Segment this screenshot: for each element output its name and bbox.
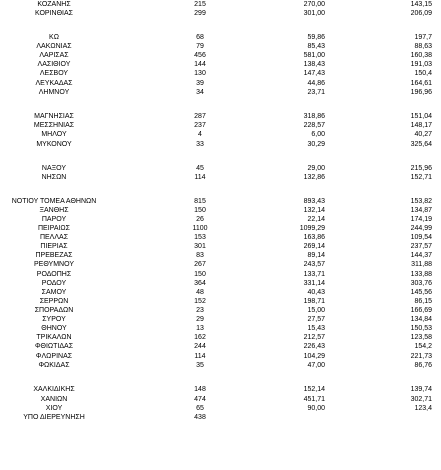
district-name-cell: ΡΟΔΟΠΗΣ (36, 271, 72, 278)
rate-cell: 198,71 (303, 298, 325, 305)
table-row (0, 224, 441, 233)
incidence-cell: 160,38 (410, 52, 432, 59)
cases-cell: 1100 (192, 225, 208, 232)
table-row (0, 352, 441, 361)
rate-cell: 29,00 (307, 165, 325, 172)
cases-cell: 114 (194, 174, 206, 181)
table-row (0, 385, 441, 394)
rate-cell: 40,43 (307, 289, 325, 296)
district-name-cell: ΞΑΝΘΗΣ (39, 207, 69, 214)
table-row (0, 164, 441, 173)
district-name-cell: ΠΕΙΡΑΙΩΣ (38, 225, 70, 232)
rate-cell: 59,86 (307, 34, 325, 41)
incidence-cell: 325,64 (410, 141, 432, 148)
table-row (0, 288, 441, 297)
incidence-cell: 145,56 (410, 289, 432, 296)
cases-cell: 364 (194, 280, 206, 287)
cases-cell: 29 (196, 316, 204, 323)
table-row (0, 79, 441, 88)
table-row (0, 33, 441, 42)
rate-cell: 243,57 (303, 261, 325, 268)
table-row (0, 9, 441, 18)
table-row (0, 233, 441, 242)
cases-cell: 144 (194, 61, 206, 68)
table-row (0, 42, 441, 51)
incidence-cell: 154,2 (414, 343, 432, 350)
table-row (0, 206, 441, 215)
cases-cell: 79 (196, 43, 204, 50)
district-name-cell: ΧΑΛΚΙΔΙΚΗΣ (33, 386, 75, 393)
table-row (0, 413, 441, 422)
table-row (0, 315, 441, 324)
cases-cell: 438 (194, 414, 206, 421)
rate-cell: 6,00 (311, 131, 325, 138)
incidence-cell: 86,76 (414, 362, 432, 369)
incidence-cell: 215,96 (410, 165, 432, 172)
rate-cell: 90,00 (307, 405, 325, 412)
district-name-cell: ΣΥΡΟΥ (42, 316, 66, 323)
table-row (0, 333, 441, 342)
district-name-cell: ΡΟΔΟΥ (41, 280, 67, 287)
table-row (0, 251, 441, 260)
rate-cell: 147,43 (303, 70, 325, 77)
rate-cell: 47,00 (307, 362, 325, 369)
incidence-cell: 206,09 (410, 10, 432, 17)
cases-cell: 237 (194, 122, 206, 129)
table-row (0, 69, 441, 78)
table-row (0, 297, 441, 306)
cases-cell: 152 (194, 298, 206, 305)
table-row (0, 395, 441, 404)
district-name-cell: ΤΡΙΚΑΛΩΝ (36, 334, 72, 341)
incidence-cell: 134,87 (410, 207, 432, 214)
rate-cell: 104,29 (303, 353, 325, 360)
cases-cell: 48 (196, 289, 204, 296)
rate-cell: 301,00 (303, 10, 325, 17)
rate-cell: 228,57 (303, 122, 325, 129)
rate-cell: 89,14 (307, 252, 325, 259)
incidence-cell: 303,76 (410, 280, 432, 287)
table-row (0, 173, 441, 182)
cases-cell: 153 (194, 234, 206, 241)
cases-cell: 65 (196, 405, 204, 412)
cases-cell: 34 (196, 89, 204, 96)
rate-cell: 1099,29 (299, 225, 325, 232)
cases-cell: 45 (196, 165, 204, 172)
incidence-cell: 153,82 (410, 198, 432, 205)
table-row (0, 121, 441, 130)
district-name-cell: ΠΕΛΛΑΣ (39, 234, 69, 241)
district-name-cell: ΛΗΜΝΟΥ (38, 89, 70, 96)
district-name-cell: ΛΑΚΩΝΙΑΣ (36, 43, 72, 50)
rate-cell: 138,43 (303, 61, 325, 68)
cases-cell: 26 (196, 216, 204, 223)
cases-cell: 150 (194, 271, 206, 278)
incidence-cell: 244,99 (410, 225, 432, 232)
incidence-cell: 123,4 (414, 405, 432, 412)
district-name-cell: ΠΡΕΒΕΖΑΣ (35, 252, 73, 259)
rate-cell: 581,00 (303, 52, 325, 59)
incidence-cell: 237,57 (410, 243, 432, 250)
cases-cell: 130 (194, 70, 206, 77)
district-name-cell: ΝΑΞΟΥ (41, 165, 67, 172)
rate-cell: 163,86 (303, 234, 325, 241)
cases-cell: 456 (194, 52, 206, 59)
rate-cell: 331,14 (303, 280, 325, 287)
district-name-cell: ΧΑΝΙΩΝ (40, 396, 68, 403)
incidence-cell (382, 413, 432, 422)
table-row (0, 60, 441, 69)
incidence-cell: 150,53 (410, 325, 432, 332)
district-name-cell: ΚΟΡΙΝΘΙΑΣ (35, 10, 73, 17)
district-name-cell: ΛΑΣΙΘΙΟΥ (37, 61, 71, 68)
cases-cell: 267 (194, 261, 206, 268)
district-name-cell: ΜΑΓΝΗΣΙΑΣ (34, 113, 74, 120)
table-row (0, 130, 441, 139)
cases-cell: 215 (194, 1, 206, 8)
rate-cell: 152,14 (303, 386, 325, 393)
table-row (0, 361, 441, 370)
table-row (0, 306, 441, 315)
incidence-cell: 196,96 (410, 89, 432, 96)
incidence-cell: 143,15 (410, 1, 432, 8)
table-row (0, 215, 441, 224)
rate-cell: 451,71 (303, 396, 325, 403)
rate-cell: 22,14 (307, 216, 325, 223)
incidence-cell: 191,03 (410, 61, 432, 68)
cases-cell: 244 (194, 343, 206, 350)
district-name-cell: ΧΙΟΥ (45, 405, 63, 412)
rate-cell: 15,00 (307, 307, 325, 314)
cases-cell: 150 (194, 207, 206, 214)
district-name-cell: ΛΕΣΒΟΥ (39, 70, 69, 77)
incidence-cell: 151,04 (410, 113, 432, 120)
cases-cell: 39 (196, 80, 204, 87)
table-row (0, 112, 441, 121)
cases-cell: 299 (194, 10, 206, 17)
district-name-cell: ΛΑΡΙΣΑΣ (39, 52, 69, 59)
rate-cell: 318,86 (303, 113, 325, 120)
district-name-cell: ΡΕΘΥΜΝΟΥ (33, 261, 74, 268)
incidence-cell: 88,63 (414, 43, 432, 50)
rate-cell (275, 413, 325, 422)
cases-cell: 162 (194, 334, 206, 341)
table-row (0, 342, 441, 351)
table-row (0, 242, 441, 251)
cases-cell: 287 (194, 113, 206, 120)
incidence-cell: 109,54 (410, 234, 432, 241)
district-name-cell: ΝΟΤΙΟΥ ΤΟΜΕΑ ΑΘΗΝΩΝ (11, 198, 97, 205)
district-name-cell: ΦΩΚΙΔΑΣ (38, 362, 70, 369)
rate-cell: 270,00 (303, 1, 325, 8)
incidence-cell: 311,88 (411, 261, 432, 268)
rate-cell: 893,43 (303, 198, 325, 205)
rate-cell: 269,14 (303, 243, 325, 250)
cases-cell: 301 (194, 243, 206, 250)
table-row (0, 260, 441, 269)
district-name-cell: ΦΛΩΡΙΝΑΣ (35, 353, 73, 360)
table-row (0, 270, 441, 279)
incidence-cell: 133,88 (410, 271, 432, 278)
district-name-cell: ΜΕΣΣΗΝΙΑΣ (33, 122, 75, 129)
district-name-cell: ΣΠΟΡΑΔΩΝ (34, 307, 74, 314)
cases-cell: 148 (194, 386, 206, 393)
table-row (0, 324, 441, 333)
cases-cell: 68 (196, 34, 204, 41)
incidence-cell: 197,7 (414, 34, 432, 41)
district-name-cell: ΦΘΙΩΤΙΔΑΣ (34, 343, 74, 350)
incidence-cell: 86,15 (414, 298, 432, 305)
district-name-cell: ΝΗΣΩΝ (41, 174, 67, 181)
incidence-cell: 144,37 (410, 252, 432, 259)
incidence-cell: 166,69 (410, 307, 432, 314)
rate-cell: 85,43 (307, 43, 325, 50)
rate-cell: 132,14 (303, 207, 325, 214)
district-name-cell: ΣΕΡΡΩΝ (39, 298, 69, 305)
cases-cell: 23 (196, 307, 204, 314)
incidence-cell: 221,73 (410, 353, 432, 360)
incidence-cell: 40,27 (414, 131, 432, 138)
cases-cell: 83 (196, 252, 204, 259)
district-name-cell: ΛΕΥΚΑΔΑΣ (35, 80, 73, 87)
incidence-cell: 123,58 (410, 334, 432, 341)
district-name-cell: ΠΑΡΟΥ (41, 216, 67, 223)
district-name-cell: ΚΟΖΑΝΗΣ (37, 1, 71, 8)
incidence-cell: 174,19 (410, 216, 432, 223)
incidence-cell: 139,74 (410, 386, 432, 393)
table-row (0, 197, 441, 206)
cases-cell: 474 (194, 396, 206, 403)
cases-cell: 815 (194, 198, 206, 205)
district-name-cell: ΣΑΜΟΥ (41, 289, 67, 296)
table-row (0, 51, 441, 60)
district-name-cell: ΜΥΚΟΝΟΥ (36, 141, 72, 148)
incidence-cell: 164,61 (410, 80, 432, 87)
cases-cell: 4 (198, 131, 202, 138)
rate-cell: 226,43 (303, 343, 325, 350)
cases-cell: 33 (196, 141, 204, 148)
table-row (0, 404, 441, 413)
rate-cell: 15,43 (307, 325, 325, 332)
incidence-cell: 148,17 (410, 122, 432, 129)
rate-cell: 27,57 (307, 316, 325, 323)
district-name-cell: ΥΠΟ ΔΙΕΡΕΥΝΗΣΗ (23, 414, 85, 421)
rate-cell: 44,86 (307, 80, 325, 87)
table-row (0, 0, 441, 9)
incidence-cell: 134,84 (410, 316, 432, 323)
district-name-cell: ΚΩ (49, 34, 59, 41)
cases-cell: 114 (194, 353, 206, 360)
incidence-cell: 302,71 (410, 396, 432, 403)
rate-cell: 23,71 (307, 89, 325, 96)
cases-cell: 35 (196, 362, 204, 369)
rate-cell: 212,57 (303, 334, 325, 341)
rate-cell: 132,86 (303, 174, 325, 181)
district-name-cell: ΘΗΝΟΥ (41, 325, 67, 332)
table-row (0, 88, 441, 97)
table-row (0, 140, 441, 149)
table-row (0, 279, 441, 288)
cases-cell: 13 (196, 325, 204, 332)
incidence-cell: 152,71 (410, 174, 432, 181)
incidence-cell: 150,4 (414, 70, 432, 77)
district-name-cell: ΠΙΕΡΙΑΣ (40, 243, 68, 250)
rate-cell: 133,71 (303, 271, 325, 278)
district-name-cell: ΜΗΛΟΥ (41, 131, 67, 138)
rate-cell: 30,29 (307, 141, 325, 148)
